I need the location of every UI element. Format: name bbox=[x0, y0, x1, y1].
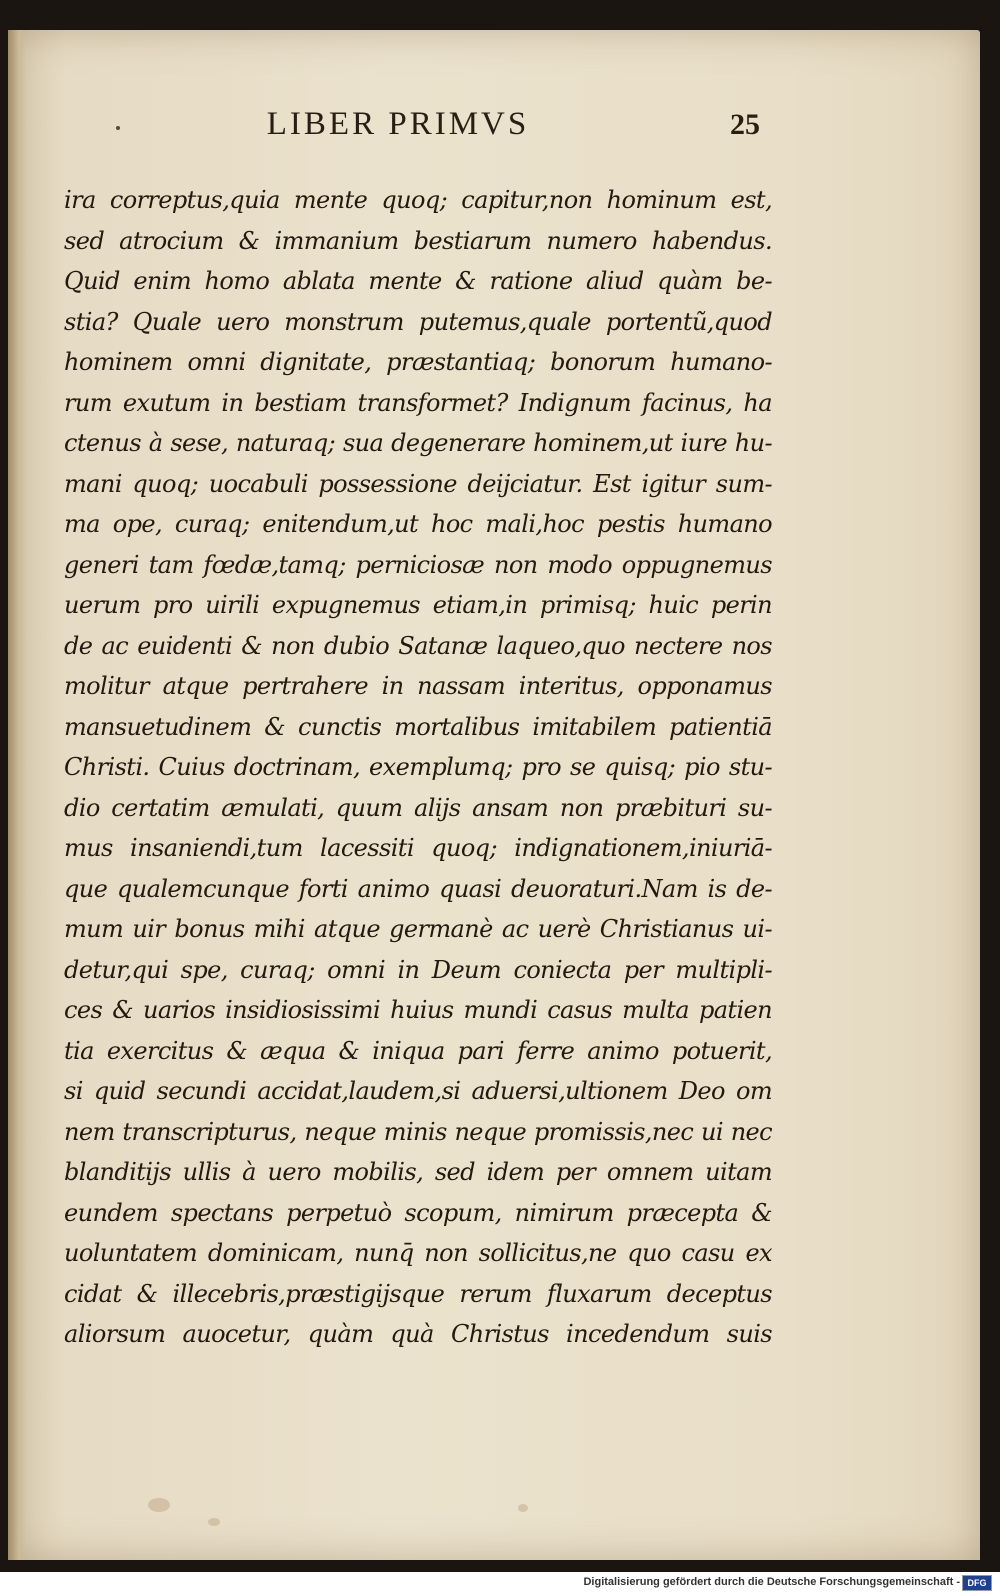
text-line: Christi. Cuius doctrinam, exemplumq; pro se quisq; pio stu- bbox=[64, 753, 772, 781]
text-line: rum exutum in bestiam transformet? Indignum facinus, ha bbox=[64, 388, 772, 417]
text-line: mum uir bonus mihi atque germanè ac uerè Christianus ui- bbox=[64, 915, 772, 943]
text-line: eundem spectans perpetuò scopum, nimirum præcepta & bbox=[64, 1198, 772, 1227]
paper-stain bbox=[518, 1504, 528, 1512]
text-line: ctenus à sese, naturaq; sua degenerare hominem,ut iure hu- bbox=[64, 429, 772, 457]
text-line: nem transcripturus, neque minis neque promissis,nec ui nec bbox=[64, 1117, 772, 1146]
text-line: ces & uarios insidiosissimi huius mundi casus multa patien bbox=[64, 996, 772, 1024]
text-line: blanditijs ullis à uero mobilis, sed idem per omnem uitam bbox=[64, 1158, 772, 1186]
text-line: Quid enim homo ablata mente & ratione aliud quàm be- bbox=[64, 267, 772, 295]
text-line: molitur atque pertrahere in nassam interitus, opponamus bbox=[64, 672, 772, 700]
text-line: stia? Quale uero monstrum putemus,quale portentũ,quod bbox=[64, 307, 772, 336]
text-line: generi tam fœdæ,tamq; perniciosæ non modo oppugnemus bbox=[64, 550, 772, 579]
text-line: cidat & illecebris,præstigijsque rerum fluxarum deceptus bbox=[64, 1279, 772, 1308]
text-line: de ac euidenti & non dubio Satanæ laqueo,quo nectere nos bbox=[64, 631, 772, 660]
funding-credit: Digitalisierung gefördert durch die Deutsche Forschungsgemeinschaft - bbox=[583, 1576, 960, 1588]
running-head: LIBER PRIMVS bbox=[266, 106, 530, 142]
text-line: uerum pro uirili expugnemus etiam,in primisq; huic perin bbox=[64, 591, 772, 619]
text-line: mansuetudinem & cunctis mortalibus imitabilem patientiā bbox=[64, 712, 772, 741]
dfg-logo: DFG bbox=[962, 1575, 992, 1591]
text-line: mus insaniendi,tum lacessiti quoq; indignationem,iniuriā- bbox=[64, 834, 772, 862]
text-line: ira correptus,quia mente quoq; capitur,non hominum est, bbox=[64, 186, 772, 214]
text-line: mani quoq; uocabuli possessione deijciatur. Est igitur sum- bbox=[64, 469, 772, 498]
text-line: detur,qui spe, curaq; omni in Deum coniecta per multipli- bbox=[64, 955, 772, 984]
text-line: dio certatim æmulati, quum alijs ansam non præbituri su- bbox=[64, 793, 772, 822]
book-page bbox=[8, 30, 980, 1560]
page-number: 25 bbox=[730, 108, 760, 141]
text-line: ma ope, curaq; enitendum,ut hoc mali,hoc pestis humano bbox=[64, 510, 772, 538]
text-line: sed atrocium & immanium bestiarum numero habendus. bbox=[64, 226, 772, 255]
text-line: uoluntatem dominicam, nunq̄ non sollicitus,ne quo casu ex bbox=[64, 1239, 772, 1267]
margin-dot bbox=[116, 126, 120, 130]
text-line: hominem omni dignitate, præstantiaq; bonorum humano- bbox=[64, 348, 772, 376]
text-line: que qualemcunque forti animo quasi deuoraturi.Nam is de- bbox=[64, 874, 772, 903]
page-gutter-shadow bbox=[8, 30, 26, 1560]
body-text bbox=[64, 180, 772, 1355]
paper-stain bbox=[148, 1498, 170, 1512]
footer bbox=[0, 1572, 1000, 1596]
text-line: si quid secundi accidat,laudem,si aduersi,ultionem Deo om bbox=[64, 1077, 772, 1105]
text-line: tia exercitus & æqua & iniqua pari ferre animo potuerit, bbox=[64, 1036, 772, 1065]
text-line: aliorsum auocetur, quàm quà Christus incedendum suis bbox=[64, 1320, 772, 1348]
paper-stain bbox=[208, 1518, 220, 1526]
